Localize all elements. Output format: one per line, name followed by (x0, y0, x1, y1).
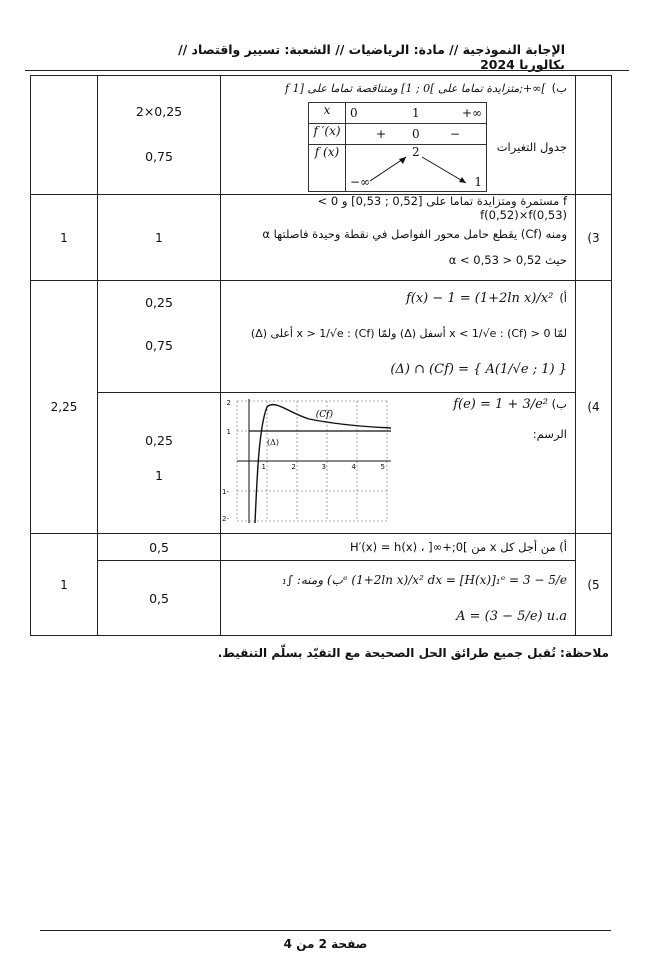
asymptote-label: (Δ) (266, 438, 279, 447)
vt-sign-zero: 0 (412, 127, 420, 141)
answer-cell (221, 534, 576, 636)
total-value: 1 (31, 534, 98, 636)
question-number: 4) (576, 281, 612, 534)
integral-line: ب) ومنه: ∫₁ᵉ (1+2ln x)/x² dx = [H(x)]₁ᵉ = 3 − 5/e (281, 573, 567, 587)
page-number: صفحة 2 من 4 (283, 937, 368, 951)
points-value: 0,25 (145, 295, 173, 310)
points-value: 1 (98, 195, 221, 281)
points-value: 0,25 (145, 433, 173, 448)
tick-label: 2 (291, 463, 296, 471)
answer-table (30, 75, 612, 636)
vt-sign-minus: − (450, 127, 461, 141)
points-value: 0,5 (149, 591, 169, 606)
vt-f2: 1 (474, 175, 482, 189)
intersection-set: (Δ) ∩ (Cf) = { A(1/√e ; 1) } (390, 361, 567, 377)
part-label: ب) (551, 397, 567, 411)
total-value: 2,25 (31, 281, 98, 534)
points-value: 1 (155, 468, 163, 483)
vt-x-label: x (309, 103, 346, 124)
vt-x1: 1 (412, 106, 420, 120)
alpha-bounds-line: حيث 0,52 < α < 0,53 (448, 253, 567, 267)
footer-divider (40, 930, 611, 931)
grading-note: ملاحظة: تُقبل جميع طرائق الحل الصحيحة مع التقيّد بسلّم التنقيط. (217, 646, 609, 660)
f-of-e-formula: f(e) = 1 + 3/e² (453, 397, 549, 412)
continuity-line: f مستمرة ومتزايدة تماما على [0,52 ; 0,53] و 0 > f(0,52)×f(0,53) (317, 194, 567, 222)
part-label: ب) (551, 81, 567, 95)
vt-f1: 2 (412, 145, 420, 159)
total-value: 1 (31, 195, 98, 281)
primitive-line: أ) من أجل كل x من ]0;+∞[ ، H′(x) = h(x) (350, 540, 567, 554)
variation-table-label: جدول التغيرات (496, 140, 567, 154)
tick-label: 1 (226, 428, 231, 436)
tick-label: -1 (222, 488, 229, 496)
points-cell (98, 534, 221, 636)
question-number: 5) (576, 534, 612, 636)
vt-x0: 0 (350, 106, 358, 120)
answer-cell (221, 195, 576, 281)
tick-label: 5 (380, 463, 385, 471)
table-row (31, 393, 612, 534)
answer-cell (221, 281, 576, 393)
points-cell (98, 393, 221, 534)
intersection-line: ومنه (Cf) يقطع حامل محور الفواصل في نقطة وحيدة فاصلتها α (262, 227, 567, 241)
relative-position-line: لمّا 0 < x < 1/√e : (Cf) أسفل (Δ) ولمّا x > 1/√e : (Cf) أعلى (Δ) (250, 326, 567, 340)
question-number-cell (576, 76, 612, 195)
monotonicity-text: f متزايدة تماما على ]0 ; 1] ومتناقصة تماما على [1;+∞[ (285, 81, 546, 95)
table-row (31, 534, 612, 636)
points-value: 0,25×2 (135, 104, 183, 119)
table-row (31, 76, 612, 195)
table-row (31, 281, 612, 393)
vt-arrows (346, 145, 486, 191)
difference-formula: f(x) − 1 = (1+2ln x)/x² (405, 290, 554, 306)
vt-function-label: f (x) (309, 145, 346, 192)
answer-cell (221, 76, 576, 195)
drawing-label: الرسم: (532, 427, 567, 441)
tick-label: 1 (261, 463, 266, 471)
points-value: 0,75 (145, 149, 173, 164)
tick-label: -2 (222, 515, 229, 523)
vt-derivative-label: f ′(x) (309, 124, 346, 145)
part-label: أ) (559, 291, 567, 305)
header-divider (25, 70, 629, 71)
question-number: 3) (576, 195, 612, 281)
tick-label: 2 (226, 399, 231, 407)
points-cell (98, 76, 221, 195)
page-header: الإجابة النموذجية // مادة: الرياضيات // الشعبة: تسيير واقتصاد // بكالوريا 2024 (178, 42, 565, 72)
table-row (31, 195, 612, 281)
vt-sign-plus: + (376, 127, 387, 141)
variation-table (308, 102, 487, 192)
answer-cell (221, 393, 576, 534)
curve-label: (Cf) (315, 410, 333, 420)
points-value: 0,75 (145, 338, 173, 353)
function-graph (222, 397, 399, 527)
points-cell (98, 281, 221, 393)
tick-label: 3 (321, 463, 326, 471)
vt-x2: +∞ (461, 106, 482, 120)
points-value: 0,5 (98, 534, 220, 561)
total-cell (31, 76, 98, 195)
tick-label: 4 (351, 463, 356, 471)
area-line: A = (3 − 5/e) u.a (456, 608, 567, 624)
vt-f0: −∞ (350, 175, 371, 189)
